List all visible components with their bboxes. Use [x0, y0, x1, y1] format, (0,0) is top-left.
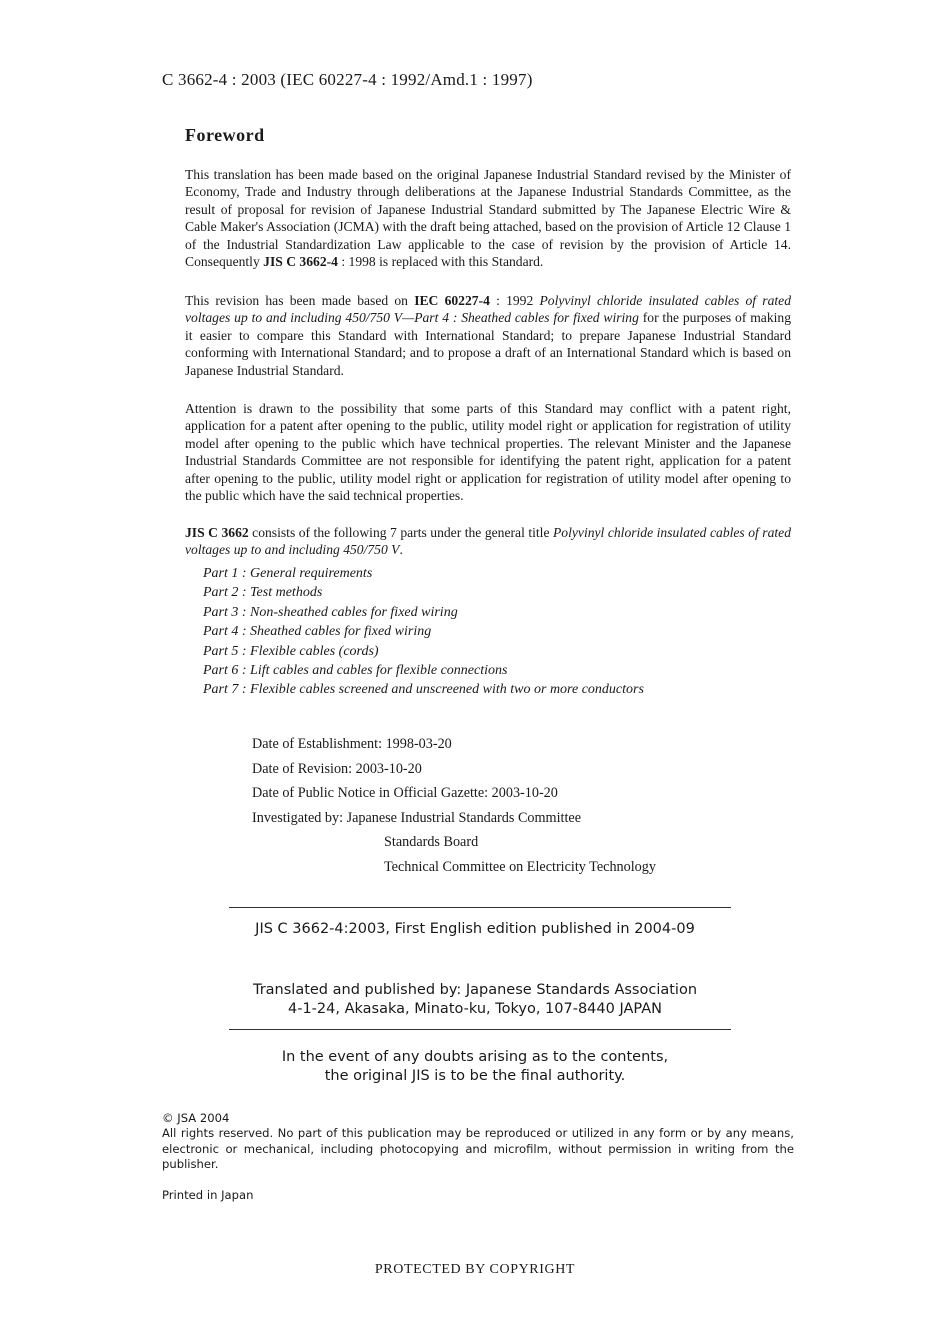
- parts-list: [203, 564, 644, 700]
- edition-statement: JIS C 3662-4:2003, First English edition published in 2004-09: [255, 921, 695, 937]
- divider-bottom: [229, 1029, 731, 1030]
- publisher-block: [200, 981, 750, 1019]
- foreword-paragraph-1: [185, 166, 791, 270]
- publisher-line: Translated and published by: Japanese Standards Association: [252, 982, 698, 998]
- gazette-row: [252, 781, 656, 806]
- authority-line: In the event of any doubts arising as to the contents,: [281, 1049, 669, 1065]
- copyright-line: © JSA 2004: [162, 1111, 230, 1125]
- part-item: Part 7 : Flexible cables screened and unscreened with two or more conductors: [203, 682, 644, 698]
- gazette-label: Date of Public Notice in Official Gazette:: [252, 785, 492, 802]
- dates-block: [252, 732, 656, 880]
- part-item: Part 3 : Non-sheathed cables for fixed wiring: [203, 604, 458, 620]
- revision-value: 2003-10-20: [355, 760, 422, 777]
- part-item: Part 6 : Lift cables and cables for flexible connections: [203, 663, 508, 679]
- authority-line: the original JIS is to be the final authority.: [324, 1068, 626, 1084]
- establishment-row: [252, 732, 656, 757]
- investigated-line: Standards Board: [384, 834, 479, 851]
- p4-general-title: Polyvinyl chloride insulated cables of rated voltages up to and including 450/750 V: [185, 525, 791, 558]
- document-designation: C 3662-4 : 2003 (IEC 60227-4 : 1992/Amd.1 : 1997): [162, 70, 533, 89]
- p2-tail: for the purposes of making it easier to compare this Standard with International Standard; to prepare Japanese Industrial Standard conforming with International Standard; and to propose a draft of an International Standard which is based on Japanese Industrial Standard.: [185, 310, 791, 378]
- p2-year: : 1992: [489, 293, 540, 308]
- p1-standard-ref: JIS C 3662-4: [263, 254, 338, 270]
- footer-protected: PROTECTED BY COPYRIGHT: [374, 1262, 576, 1277]
- p4-end: .: [399, 542, 403, 558]
- p2-standard-ref: IEC 60227-4: [414, 293, 490, 308]
- establishment-label: Date of Establishment:: [252, 736, 386, 752]
- investigated-row: [252, 806, 656, 831]
- investigated-row: [252, 855, 656, 880]
- investigated-label: Investigated by:: [252, 809, 347, 826]
- foreword-paragraph-3: [185, 400, 791, 504]
- establishment-value: 1998-03-20: [385, 736, 452, 752]
- investigated-row: [252, 830, 656, 855]
- investigated-line: Japanese Industrial Standards Committee: [346, 809, 581, 826]
- revision-row: [252, 757, 656, 782]
- p1-text: This translation has been made based on the original Japanese Industrial Standard revised by the Minister of Economy, Trade and Industry through deliberations at the Japanese Industrial Standards Committee, as the result of proposal for revision of Japanese Industrial Standard submitted by The Japanese Electric Wire & Cable Maker's Association (JCMA) with the draft being attached, based on the provision of Article 12 Clause 1 of the Industrial Standardization Law applicable to the case of revision by the provision of Article 14. Consequently: [185, 167, 791, 270]
- foreword-paragraph-2: [185, 292, 791, 379]
- part-item: Part 5 : Flexible cables (cords): [203, 643, 379, 659]
- p4-standard-ref: JIS C 3662: [185, 525, 249, 540]
- revision-label: Date of Revision:: [252, 760, 356, 777]
- p3-text: Attention is drawn to the possibility that some parts of this Standard may conflict with a patent right, application for a patent after opening to the public, utility model right or application for registration of utility model after opening to the public which have technical properties. The relevant Minister and the Japanese Industrial Standards Committee are not responsible for identifying the patent right, application for a patent after opening to the public, utility model right or application for registration of utility model after opening to the public which have the said technical properties.: [185, 401, 791, 504]
- part-item: Part 2 : Test methods: [203, 585, 323, 601]
- copyright-text: All rights reserved. No part of this publication may be reproduced or utilized in any form or by any means, electronic or mechanical, including photocopying and microfilm, without permission in writing from the publisher.: [162, 1126, 794, 1172]
- p4-mid: consists of the following 7 parts under the general title: [248, 525, 553, 540]
- foreword-title: Foreword: [185, 125, 265, 145]
- gazette-value: 2003-10-20: [491, 785, 558, 802]
- p2-lead: This revision has been made based on: [185, 293, 415, 308]
- foreword-paragraph-4: [185, 524, 791, 559]
- publisher-address: 4-1-24, Akasaka, Minato-ku, Tokyo, 107-8440 JAPAN: [287, 1001, 662, 1017]
- divider-top: [229, 907, 731, 908]
- authority-notice: [200, 1048, 750, 1086]
- copyright-notice: [162, 1111, 794, 1173]
- p2-standard-title: Polyvinyl chloride insulated cables of rated voltages up to and including 450/750 V—Part 4 : Sheathed cables for fixed wiring: [185, 293, 791, 326]
- printed-in: Printed in Japan: [162, 1188, 254, 1202]
- part-item: Part 1 : General requirements: [203, 566, 373, 581]
- p1-tail: : 1998 is replaced with this Standard.: [337, 254, 544, 270]
- part-item: Part 4 : Sheathed cables for fixed wiring: [203, 624, 432, 640]
- investigated-line: Technical Committee on Electricity Technology: [384, 858, 656, 875]
